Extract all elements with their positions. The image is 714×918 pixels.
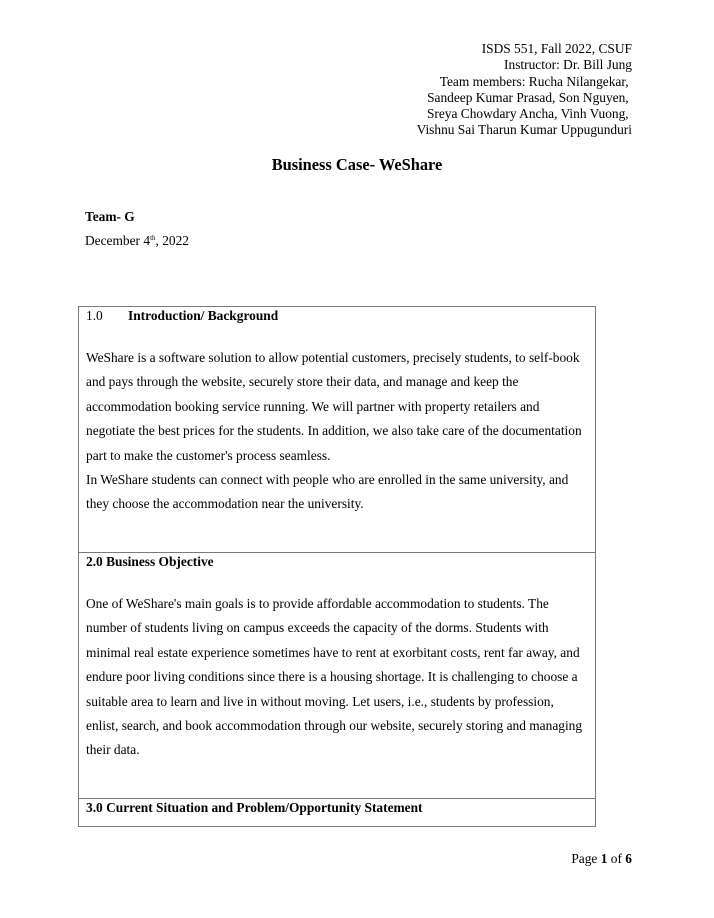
section-paragraph: In WeShare students can connect with people who are enrolled in the same university, and they choose the accommodation near the university. bbox=[86, 472, 569, 512]
section-heading: 2.0 Business Objective bbox=[86, 554, 214, 569]
document-date bbox=[85, 233, 189, 249]
page-total: 6 bbox=[625, 851, 632, 866]
document-title: Business Case- WeShare bbox=[271, 155, 443, 174]
header-line-team-members-4: Vishnu Sai Tharun Kumar Uppugunduri bbox=[416, 122, 632, 138]
section-current-situation bbox=[79, 799, 595, 827]
date-prefix: December 4 bbox=[85, 233, 151, 248]
course-header bbox=[417, 41, 632, 139]
section-introduction bbox=[79, 307, 595, 553]
business-case-table bbox=[78, 306, 596, 827]
page-number-footer bbox=[571, 851, 632, 867]
header-line-team-members-2: Sandeep Kumar Prasad, Son Nguyen, bbox=[427, 89, 632, 105]
header-line-team-members: Team members: Rucha Nilangekar, bbox=[439, 73, 632, 89]
section-heading bbox=[86, 307, 588, 324]
section-business-objective bbox=[79, 553, 595, 799]
section-title: Introduction/ Background bbox=[128, 308, 279, 323]
date-ordinal-suffix: th bbox=[150, 234, 156, 242]
section-number: 1.0 bbox=[86, 308, 103, 323]
page-of-label: of bbox=[607, 851, 626, 866]
header-line-team-members-3: Sreya Chowdary Ancha, Vinh Vuong, bbox=[426, 106, 632, 122]
section-paragraph: WeShare is a software solution to allow potential customers, precisely students, to self-book and pays through the website, securely store their data, and manage and keep the accommodation booking service running. We will partner with property retailers and negotiate the best prices for the students. In addition, we also take care of the documentation part to make the customer's process seamless. bbox=[86, 350, 582, 463]
page-label: Page bbox=[571, 851, 601, 866]
team-label: Team- G bbox=[85, 209, 135, 224]
header-line-course: ISDS 551, Fall 2022, CSUF bbox=[481, 41, 632, 56]
section-heading: 3.0 Current Situation and Problem/Opportunity Statement bbox=[86, 800, 423, 815]
header-line-instructor: Instructor: Dr. Bill Jung bbox=[504, 57, 632, 73]
section-paragraph: One of WeShare's main goals is to provide affordable accommodation to students. The number of students living on campus exceeds the capacity of the dorms. Students with minimal real estate experience sometimes have to rent at exorbitant costs, rent far away, and endure poor living conditions since there is a housing shortage. It is challenging to choose a suitable area to learn and live in without moving. Let users, i.e., students by profession, enlist, search, and book accommodation through our website, securely storing and managing their data. bbox=[86, 596, 583, 758]
page-current: 1 bbox=[600, 851, 608, 866]
date-year: , 2022 bbox=[155, 233, 189, 248]
